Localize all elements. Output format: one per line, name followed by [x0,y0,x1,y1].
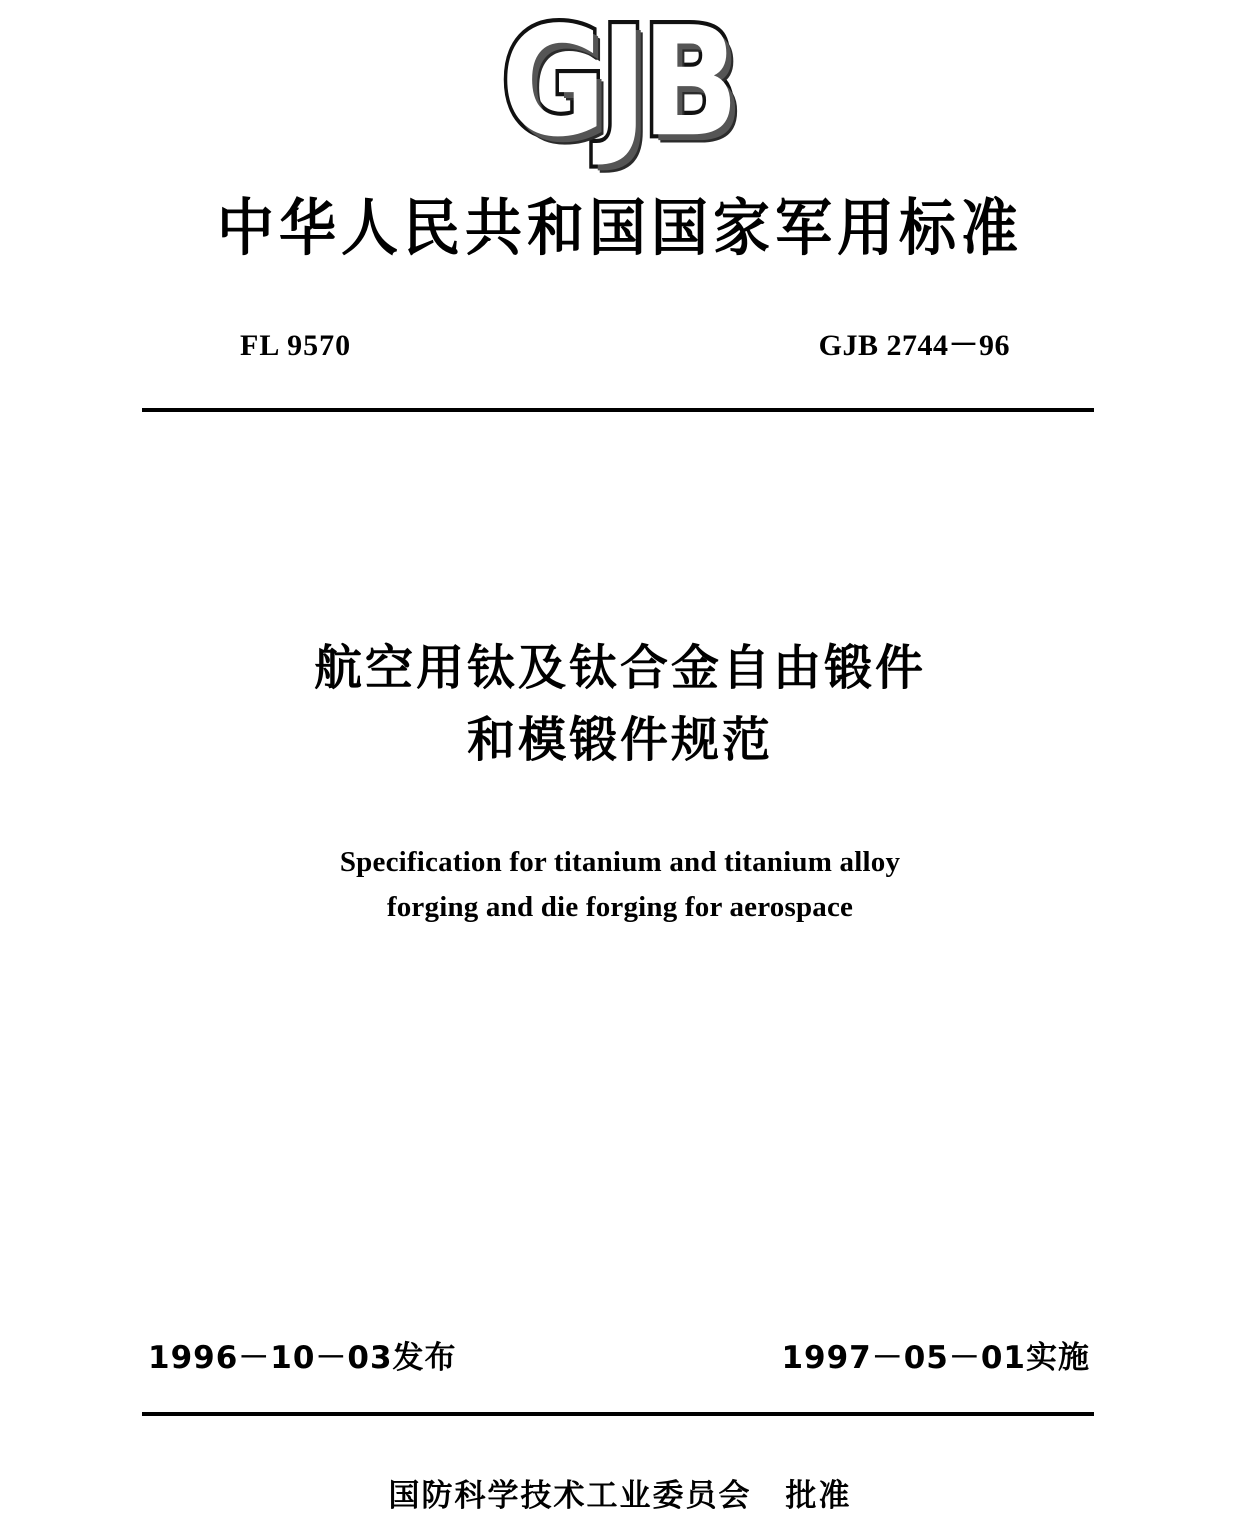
standard-code-row [140,320,1100,364]
document-title-en-line1: Specification for titanium and titanium alloy [339,846,901,878]
document-title-en [0,840,1240,930]
header-divider [142,408,1094,412]
implementation-date: 1997－05－01实施 [781,1340,1090,1376]
issue-date: 1996－10－03发布 [148,1340,457,1376]
standard-number: GJB 2744－96 [818,329,1010,362]
gjb-logo-icon: GJB [500,0,734,171]
publication-dates-row [142,1332,1094,1377]
document-title-en-line2: forging and die forging for aerospace [386,891,854,923]
footer-divider [142,1412,1094,1416]
issuing-authority-row [0,1470,1240,1515]
gjb-emblem-container [0,0,1240,171]
document-title-cn-line1: 航空用钛及钛合金自由锻件 [313,640,926,696]
national-standard-title: 中华人民共和国国家军用标准 [217,192,1023,265]
document-title-cn [0,632,1240,776]
issuing-authority: 国防科学技术工业委员会 [388,1478,752,1514]
classification-code: FL 9570 [240,329,352,362]
document-title-cn-line2: 和模锻件规范 [466,712,773,768]
approval-label: 批准 [785,1478,852,1514]
